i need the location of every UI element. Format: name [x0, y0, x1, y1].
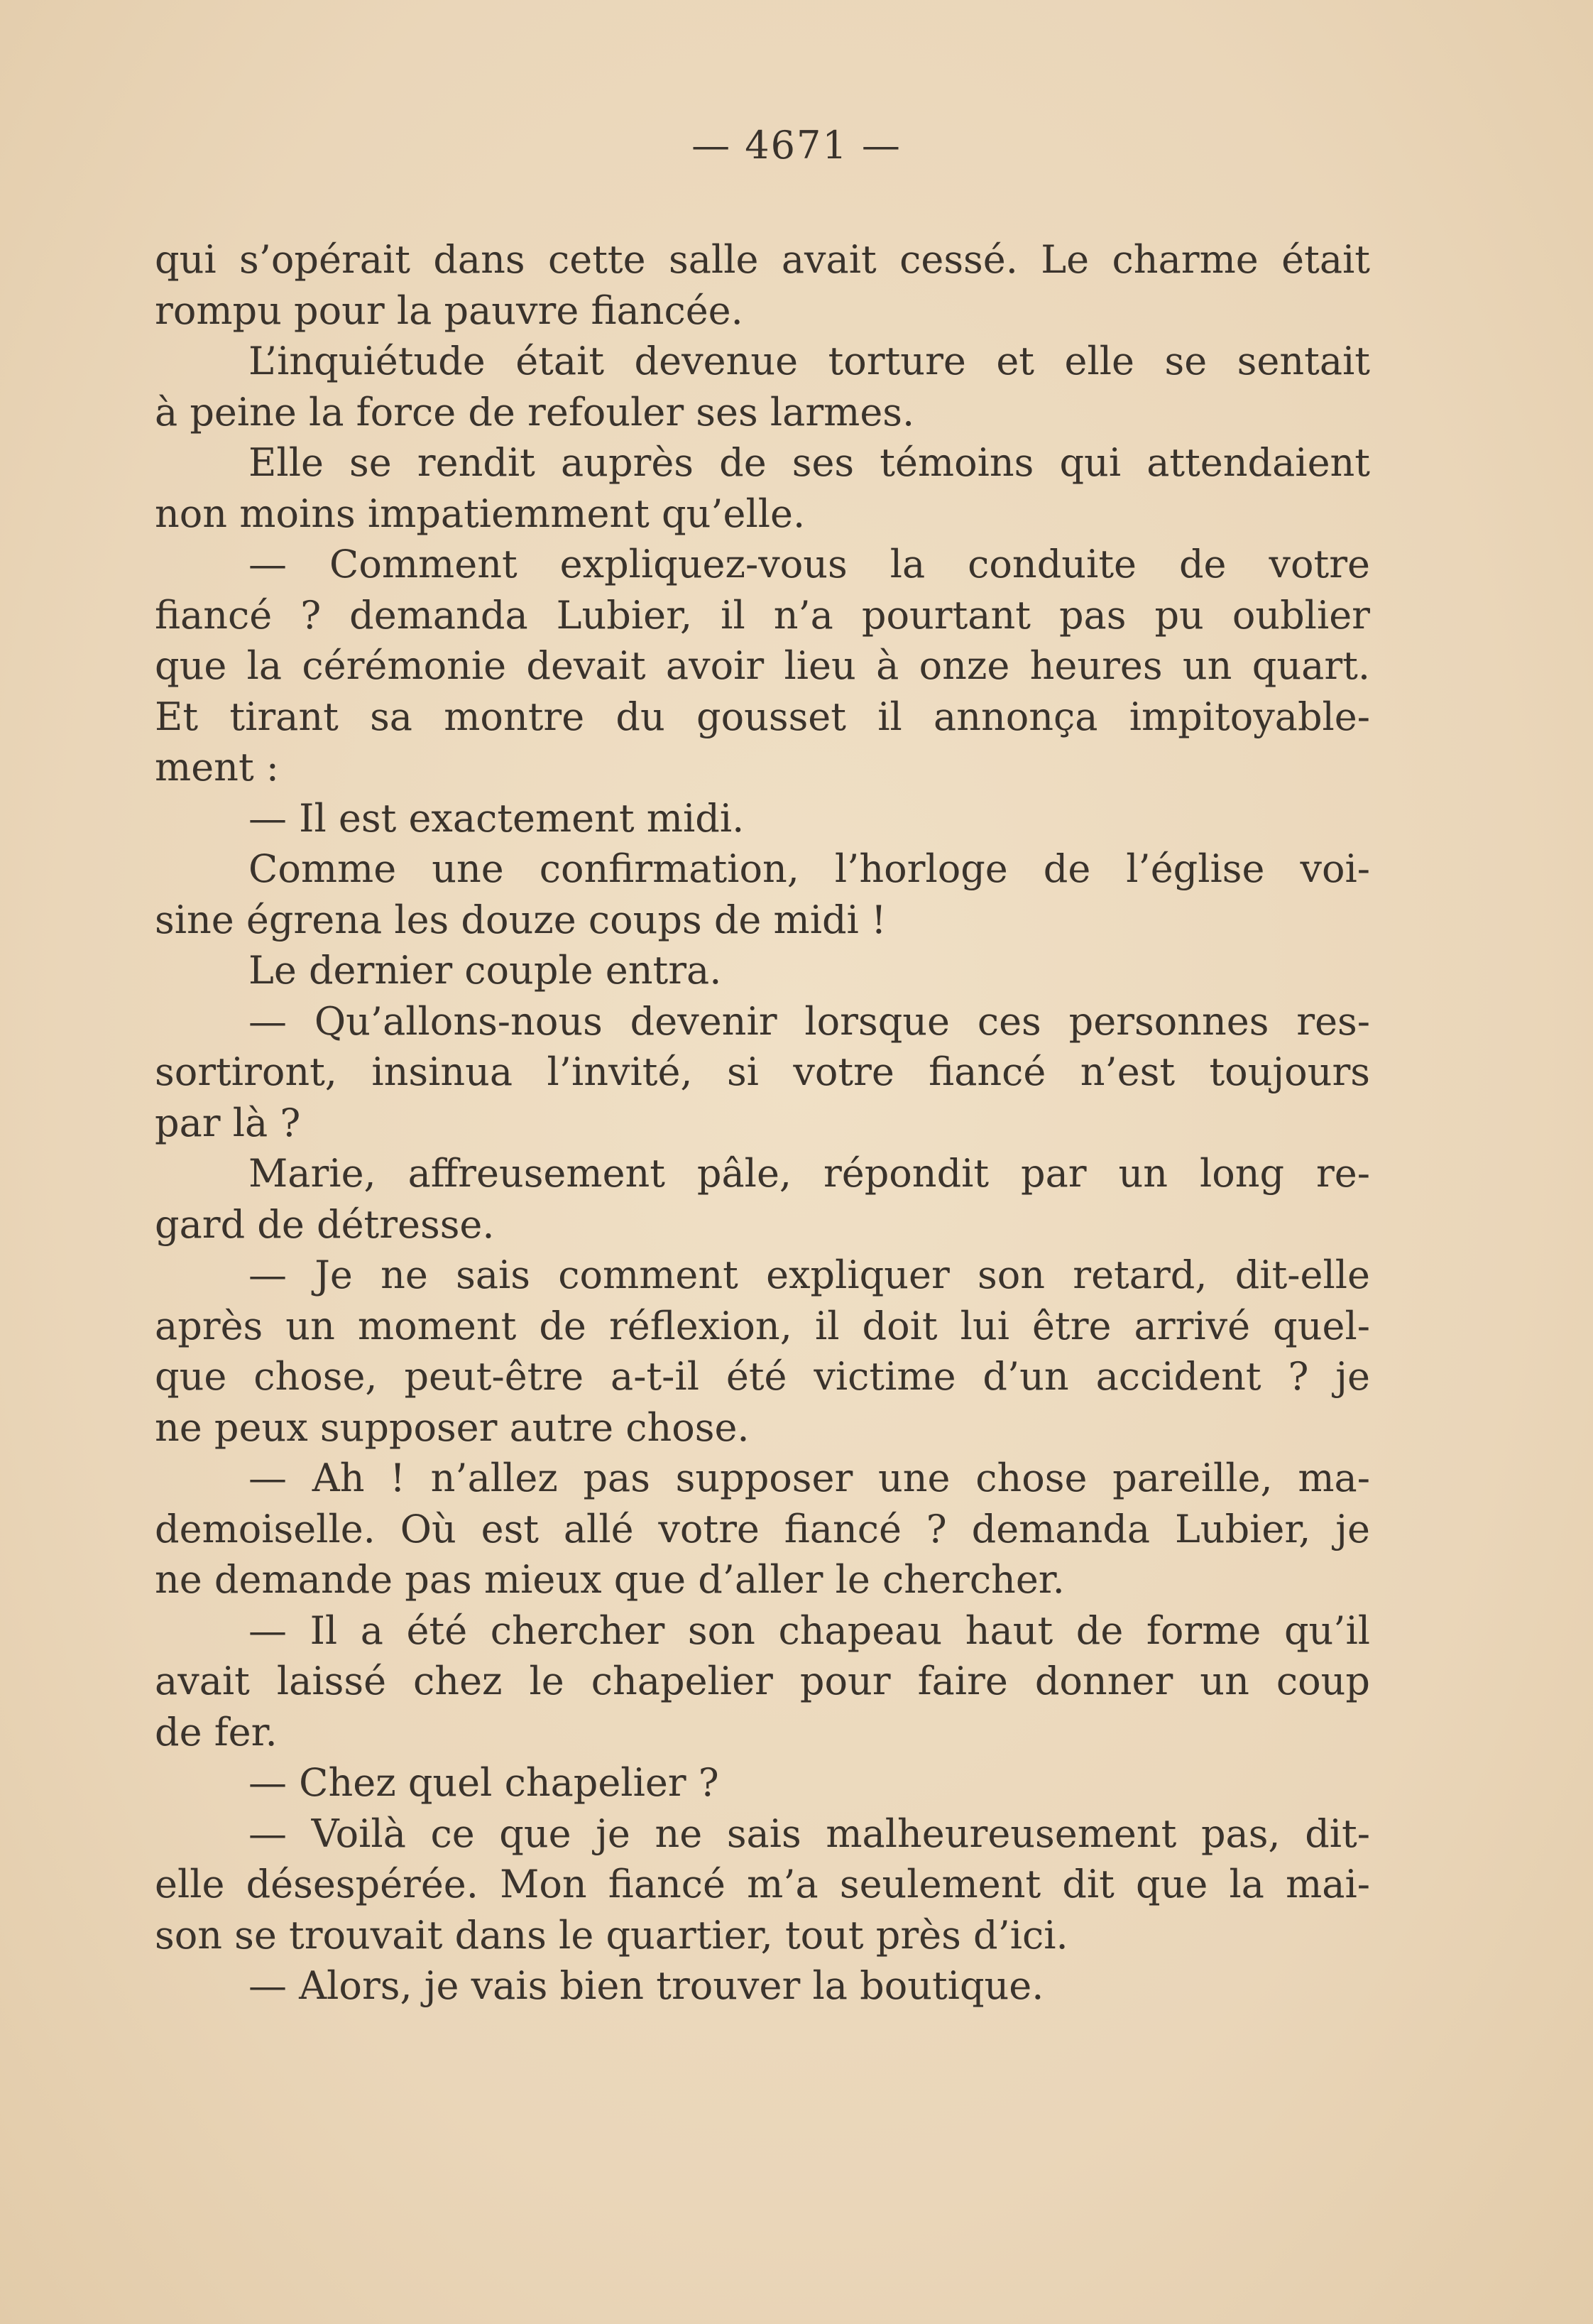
text-line: — Qu’allons-nous devenir lorsque ces personnes res-	[248, 998, 1370, 1044]
text-line: avait laissé chez le chapelier pour faire donner un coup	[155, 1659, 1370, 1703]
text-line: non moins impatiemment qu’elle.	[155, 491, 806, 536]
text-line: — Il a été chercher son chapeau haut de forme qu’il	[248, 1608, 1370, 1653]
text-line: — Chez quel chapelier ?	[248, 1760, 719, 1805]
text-line: Elle se rendit auprès de ses témoins qui attendaient	[248, 440, 1370, 485]
text-line: ne demande pas mieux que d’aller le chercher.	[155, 1557, 1065, 1602]
text-line: que chose, peut-être a-t-il été victime d’un accident ? je	[155, 1354, 1370, 1399]
text-line: après un moment de réflexion, il doit lui être arrivé quel-	[155, 1303, 1370, 1348]
text-line: ne peux supposer autre chose.	[155, 1404, 750, 1450]
text-line: ment :	[155, 745, 279, 790]
text-line: demoiselle. Où est allé votre fiancé ? demanda Lubier, je	[155, 1506, 1370, 1551]
body-text	[155, 234, 1370, 2012]
text-line: Et tirant sa montre du gousset il annonça impitoyable-	[155, 694, 1370, 739]
text-line: à peine la force de refouler ses larmes.	[155, 389, 915, 435]
text-line: rompu pour la pauvre fiancée.	[155, 288, 743, 333]
text-line: sine égrena les douze coups de midi !	[155, 897, 887, 942]
text-line: que la cérémonie devait avoir lieu à onze heures un quart.	[155, 643, 1370, 688]
text-line: — Voilà ce que je ne sais malheureusement pas, dit-	[248, 1811, 1370, 1856]
text-line: qui s’opérait dans cette salle avait cessé. Le charme était	[155, 237, 1370, 282]
text-line: L’inquiétude était devenue torture et elle se sentait	[248, 339, 1370, 383]
text-line: — Je ne sais comment expliquer son retard, dit-elle	[248, 1253, 1370, 1297]
text-line: sortiront, insinua l’invité, si votre fiancé n’est toujours	[155, 1049, 1370, 1094]
text-line: son se trouvait dans le quartier, tout près d’ici.	[155, 1912, 1068, 1958]
text-line: de fer.	[155, 1709, 278, 1755]
text-line: — Ah ! n’allez pas supposer une chose pareille, ma-	[248, 1456, 1370, 1500]
text-line: — Alors, je vais bien trouver la boutique.	[248, 1963, 1044, 2008]
text-line: gard de détresse.	[155, 1201, 495, 1247]
text-line: par là ?	[155, 1100, 301, 1145]
text-line: — Comment expliquez-vous la conduite de votre	[248, 542, 1370, 587]
text-line: Marie, affreusement pâle, répondit par un long re-	[248, 1151, 1370, 1196]
text-line: — Il est exactement midi.	[248, 795, 745, 841]
text-line: Le dernier couple entra.	[248, 948, 722, 993]
text-line: elle désespérée. Mon fiancé m’a seulement dit que la mai-	[155, 1862, 1370, 1906]
text-line: Comme une confirmation, l’horloge de l’église voi-	[248, 846, 1370, 891]
text-line: fiancé ? demanda Lubier, il n’a pourtant pas pu oublier	[155, 592, 1370, 638]
page-number: — 4671 —	[691, 123, 902, 168]
